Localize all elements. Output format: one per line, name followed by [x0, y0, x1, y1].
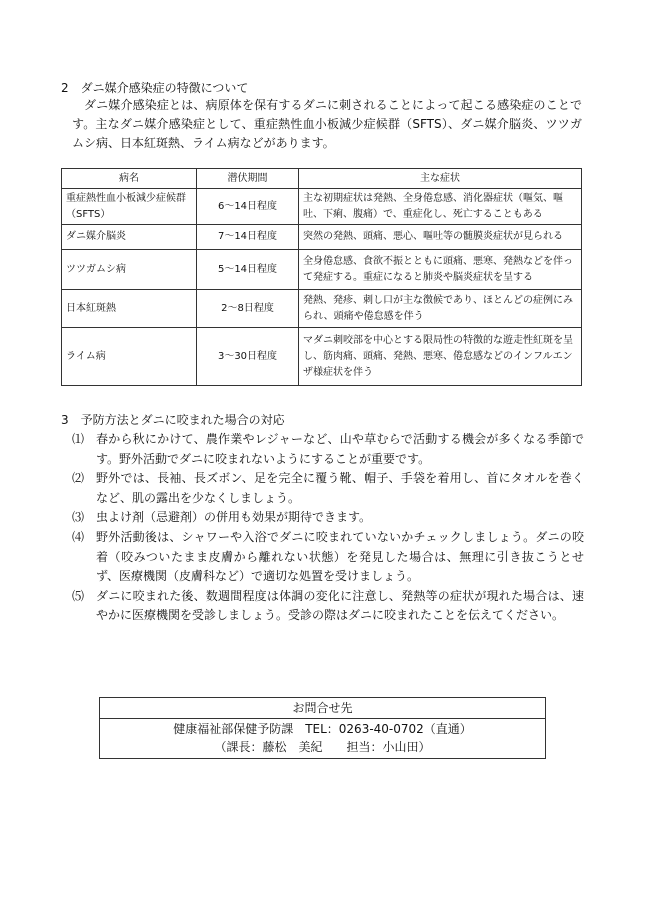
contact-heading: お問合せ先	[100, 698, 545, 719]
disease-name: ライム病	[62, 328, 197, 386]
disease-name: 重症熱性血小板減少症候群（SFTS）	[62, 189, 197, 225]
list-item-number: ⑶	[72, 510, 85, 525]
main-symptoms: 突然の発熱、頭痛、悪心、嘔吐等の髄膜炎症状が見られる	[299, 225, 582, 250]
disease-name: ツツガムシ病	[62, 250, 197, 290]
incubation-period: 6～14日程度	[197, 189, 299, 225]
main-symptoms: 発熱、発疹、刺し口が主な徴候であり、ほとんどの症例にみられ、頭痛や倦怠感を伴う	[299, 290, 582, 328]
section-2-body: ダニ媒介感染症とは、病原体を保有するダニに刺されることによって起こる感染症のことです。主なダニ媒介感染症として、重症熱性血小板減少症候群（SFTS）、ダニ媒介脳炎、ツツガムシ病、日本紅斑熱、ライム病などがあります。	[72, 98, 582, 150]
list-item	[72, 528, 584, 587]
list-item-number: ⑵	[72, 471, 85, 486]
table-header-row	[62, 169, 582, 189]
table-row	[62, 328, 582, 386]
section-3-title: 3 予防方法とダニに咬まれた場合の対応	[61, 413, 285, 427]
list-item-text: ダニに咬まれた後、数週間程度は体調の変化に注意し、発熱等の症状が現れた場合は、速やかに医療機関を受診しましょう。受診の際はダニに咬まれたことを伝えてください。	[96, 588, 584, 623]
table-row	[62, 250, 582, 290]
contact-persons: （課長：藤松 美紀 担当：小山田）	[214, 740, 431, 754]
list-item-text: 春から秋にかけて、農作業やレジャーなど、山や草むらで活動する機会が多くなる季節です。野外活動でダニに咬まれないようにすることが重要です。	[96, 432, 584, 466]
contact-details	[100, 719, 545, 758]
list-item-number: ⑸	[72, 588, 85, 603]
main-symptoms: 主な初期症状は発熱、全身倦怠感、消化器症状（嘔気、嘔吐、下痢、腹痛）で、重症化し、死亡することもある	[299, 189, 582, 225]
contact-box	[99, 697, 546, 759]
list-item-text: 野外では、長袖、長ズボン、足を完全に覆う靴、帽子、手袋を着用し、首にタオルを巻くなど、肌の露出を少なくしましょう。	[96, 471, 584, 505]
section-2-title: 2 ダニ媒介感染症の特徴について	[61, 81, 249, 95]
incubation-period: 3～30日程度	[197, 328, 299, 386]
header-main-symptoms: 主な症状	[299, 169, 582, 189]
main-symptoms: 全身倦怠感、食欲不振とともに頭痛、悪寒、発熱などを伴って発症する。重症になると肺炎や脳炎症状を呈する	[299, 250, 582, 290]
list-item	[72, 430, 584, 469]
main-symptoms: マダニ刺咬部を中心とする限局性の特徴的な遊走性紅斑を呈し、筋肉痛、頭痛、発熱、悪寒、倦怠感などのインフルエンザ様症状を伴う	[299, 328, 582, 386]
list-item-text: 野外活動後は、シャワーや入浴でダニに咬まれていないかチェックしましょう。ダニの咬着（咬みついたまま皮膚から離れない状態）を発見した場合は、無理に引き抜こうとせず、医療機関（皮膚科など）で適切な処置を受けましょう。	[96, 529, 584, 584]
contact-department-phone: 健康福祉部保健予防課 TEL：0263-40-0702（直通）	[173, 722, 472, 736]
disease-name: 日本紅斑熱	[62, 290, 197, 328]
list-item-number: ⑷	[72, 529, 85, 544]
list-item	[72, 508, 584, 528]
incubation-period: 7～14日程度	[197, 225, 299, 250]
list-item-number: ⑴	[72, 432, 85, 446]
incubation-period: 5～14日程度	[197, 250, 299, 290]
table-row	[62, 225, 582, 250]
list-item	[72, 587, 584, 626]
table-row	[62, 189, 582, 225]
disease-name: ダニ媒介脳炎	[62, 225, 197, 250]
table-row	[62, 290, 582, 328]
prevention-list	[72, 430, 584, 626]
disease-table	[61, 168, 582, 386]
list-item	[72, 469, 584, 508]
incubation-period: 2～8日程度	[197, 290, 299, 328]
list-item-text: 虫よけ剤（忌避剤）の併用も効果が期待できます。	[96, 510, 372, 525]
header-disease-name: 病名	[62, 169, 197, 189]
header-incubation-period: 潜伏期間	[197, 169, 299, 189]
